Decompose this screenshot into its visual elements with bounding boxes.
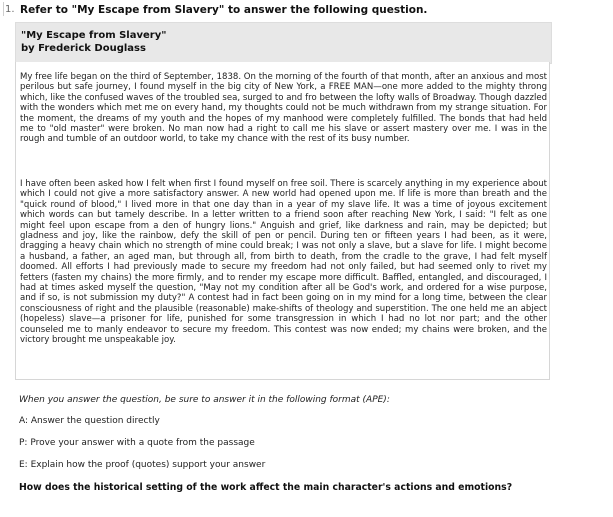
answer-format-instructions: When you answer the question, be sure to answer it in the following format (APE):: [19, 395, 390, 405]
passage-paragraph-2: I have often been asked how I felt when first I found myself on free soil. There is scarcely anything in my experience about which I could not give a more satisfactory answer. A new world had opened upon me. If life is more than breath and the "quick round of blood," I lived more in that one day than in a year of my slave life. It was a time of joyous excitement which words can but tamely describe. In a letter written to a friend soon after reaching New York, I said: "I felt as one might feel upon escape from a den of hungry lions." Anguish and grief, like darkness and rain, may be depicted; but gladness and joy, like the rainbow, defy the skill of pen or pencil. During ten or fifteen years I had been, as it were, dragging a heavy chain which no strength of mine could break; I was not only a slave, but a slave for life. I might become a husband, a father, an aged man, but through all, from birth to death, from the cradle to the grave, I had felt myself doomed. All efforts I had previously made to secure my freedom had not only failed, but had seemed only to rivet my fetters (fasten my chains) the more firmly, and to render my escape more difficult. Baffled, entangled, and discouraged, I had at times asked myself the question, "May not my condition after all be God's work, and ordered for a wise purpose, and if so, is not submission my duty?" A contest had in fact been going on in my mind for a long time, between the clear consciousness of right and the plausible (reasonable) make-shifts of theology and superstition. The one held me an abject (hopeless) slave—a prisoner for life, punished for some transgression in which I had no lot nor part; and the other counseled me to manly endeavor to secure my freedom. This contest was now ended; my chains were broken, and the victory brought me unspeakable joy.: [20, 179, 547, 346]
question-prompt: Refer to "My Escape from Slavery" to answer the following question.: [20, 4, 428, 16]
passage-header: [15, 22, 552, 64]
passage-body: [15, 62, 550, 380]
passage-author: by Frederick Douglass: [21, 43, 146, 54]
passage-paragraph-1: My free life began on the third of September, 1838. On the morning of the fourth of that month, after an anxious and most perilous but safe journey, I found myself in the big city of New York, a FREE MAN—one more added to the mighty throng which, like the confused waves of the troubled sea, surged to and fro between the lofty walls of Broadway. Though dazzled with the wonders which met me on every hand, my thoughts could not be much withdrawn from my strange situation. For the moment, the dreams of my youth and the hopes of my manhood were completely fulfilled. The bonds that had held me to "old master" were broken. No man now had a right to call me his slave or assert mastery over me. I was in the rough and tumble of an outdoor world, to take my chance with the rest of its busy number.: [20, 72, 547, 145]
passage-title: "My Escape from Slavery": [21, 30, 167, 41]
ape-prove-step: P: Prove your answer with a quote from the passage: [19, 438, 255, 448]
main-question: How does the historical setting of the work affect the main character's actions and emotions?: [19, 482, 513, 493]
question-header: [0, 0, 613, 22]
ape-answer-step: A: Answer the question directly: [19, 416, 160, 426]
question-divider: [3, 2, 4, 16]
question-number: 1.: [5, 4, 15, 15]
ape-explain-step: E: Explain how the proof (quotes) support your answer: [19, 460, 266, 470]
